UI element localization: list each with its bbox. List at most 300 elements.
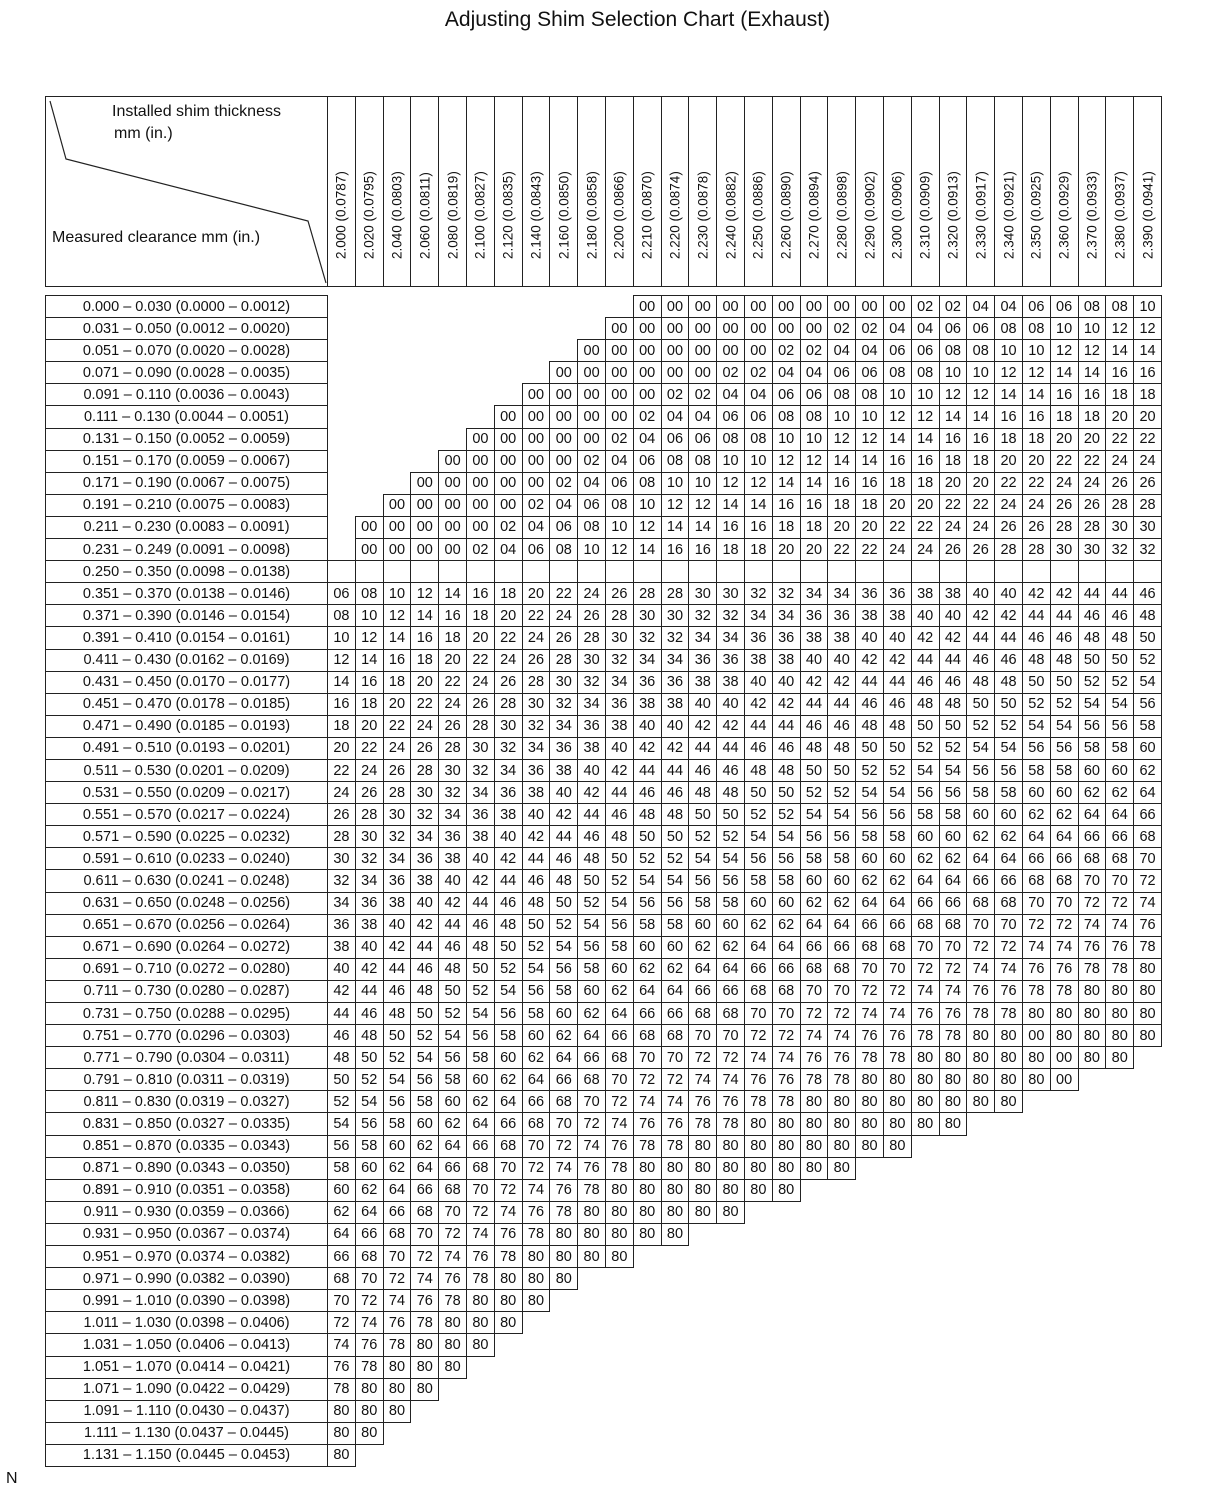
shim-number-cell: 42 bbox=[522, 826, 550, 848]
shim-number-cell: 40 bbox=[911, 605, 939, 627]
shim-number-cell: 00 bbox=[800, 318, 828, 340]
shim-number-cell: 00 bbox=[466, 450, 494, 472]
shim-number-cell: 32 bbox=[328, 870, 356, 892]
shim-number-cell: 16 bbox=[1134, 362, 1162, 384]
clearance-row bbox=[46, 583, 1162, 605]
shim-number-cell: 52 bbox=[1078, 671, 1106, 693]
shim-number-cell: 68 bbox=[578, 1069, 606, 1091]
clearance-range-label: 0.951 – 0.970 (0.0374 – 0.0382) bbox=[46, 1246, 328, 1268]
shim-number-cell: 32 bbox=[744, 583, 772, 605]
shim-number-cell: 20 bbox=[856, 516, 884, 538]
shim-number-cell: 58 bbox=[856, 826, 884, 848]
shim-number-cell: 68 bbox=[744, 980, 772, 1002]
shim-number-cell: 80 bbox=[605, 1223, 633, 1245]
empty-cell bbox=[939, 1201, 967, 1223]
empty-cell bbox=[522, 1400, 550, 1422]
shim-number-cell: 26 bbox=[522, 649, 550, 671]
shim-number-cell: 00 bbox=[439, 472, 467, 494]
shim-number-cell: 18 bbox=[383, 671, 411, 693]
shim-number-cell: 12 bbox=[967, 384, 995, 406]
shim-number-cell: 06 bbox=[633, 450, 661, 472]
shim-number-cell: 20 bbox=[883, 494, 911, 516]
shim-number-cell: 46 bbox=[689, 759, 717, 781]
empty-cell bbox=[772, 1334, 800, 1356]
shim-number-cell: 00 bbox=[439, 539, 467, 561]
shim-number-cell: 72 bbox=[494, 1179, 522, 1201]
shim-number-cell: 72 bbox=[1022, 914, 1050, 936]
shim-number-cell: 62 bbox=[661, 958, 689, 980]
shim-number-cell: 46 bbox=[744, 737, 772, 759]
empty-cell bbox=[883, 1422, 911, 1444]
shim-number-cell: 42 bbox=[439, 892, 467, 914]
shim-number-cell: 40 bbox=[411, 892, 439, 914]
shim-number-cell: 74 bbox=[578, 1135, 606, 1157]
shim-number-cell: 72 bbox=[466, 1201, 494, 1223]
shim-number-cell: 12 bbox=[995, 362, 1023, 384]
shim-number-cell: 70 bbox=[939, 936, 967, 958]
shim-number-cell: 38 bbox=[856, 605, 884, 627]
shim-number-cell: 06 bbox=[1022, 296, 1050, 318]
shim-number-cell: 66 bbox=[1050, 848, 1078, 870]
shim-number-cell: 42 bbox=[578, 782, 606, 804]
thickness-header bbox=[883, 97, 911, 287]
empty-cell bbox=[411, 1422, 439, 1444]
shim-number-cell: 80 bbox=[883, 1069, 911, 1091]
shim-number-cell: 00 bbox=[633, 296, 661, 318]
clearance-row bbox=[46, 759, 1162, 781]
clearance-row bbox=[46, 406, 1162, 428]
empty-cell bbox=[383, 450, 411, 472]
empty-cell bbox=[605, 1334, 633, 1356]
clearance-row bbox=[46, 936, 1162, 958]
empty-cell bbox=[1134, 1157, 1162, 1179]
shim-number-cell: 52 bbox=[939, 737, 967, 759]
empty-cell bbox=[967, 1223, 995, 1245]
clearance-range-label: 0.571 – 0.590 (0.0225 – 0.0232) bbox=[46, 826, 328, 848]
empty-cell bbox=[328, 296, 356, 318]
empty-cell bbox=[1134, 1069, 1162, 1091]
shim-number-cell: 74 bbox=[1134, 892, 1162, 914]
shim-number-cell: 74 bbox=[550, 1157, 578, 1179]
shim-number-cell: 40 bbox=[633, 715, 661, 737]
empty-cell bbox=[1106, 1113, 1134, 1135]
thickness-header bbox=[1078, 97, 1106, 287]
empty-cell bbox=[967, 1334, 995, 1356]
shim-number-cell: 78 bbox=[1078, 958, 1106, 980]
shim-number-cell: 08 bbox=[633, 472, 661, 494]
shim-number-cell: 02 bbox=[744, 362, 772, 384]
shim-number-cell: 66 bbox=[828, 936, 856, 958]
shim-number-cell: 20 bbox=[911, 494, 939, 516]
shim-number-cell: 60 bbox=[717, 914, 745, 936]
shim-number-cell: 00 bbox=[1050, 1069, 1078, 1091]
empty-cell bbox=[772, 1400, 800, 1422]
shim-number-cell: 78 bbox=[772, 1091, 800, 1113]
shim-number-cell: 38 bbox=[800, 627, 828, 649]
shim-number-cell: 42 bbox=[828, 671, 856, 693]
shim-number-cell: 66 bbox=[1078, 826, 1106, 848]
clearance-range-label: 1.031 – 1.050 (0.0406 – 0.0413) bbox=[46, 1334, 328, 1356]
shim-number-cell: 02 bbox=[689, 384, 717, 406]
thickness-label: 2.060 (0.0811) bbox=[417, 172, 433, 259]
empty-cell bbox=[967, 1135, 995, 1157]
shim-number-cell: 50 bbox=[1106, 649, 1134, 671]
shim-number-cell: 78 bbox=[522, 1223, 550, 1245]
shim-number-cell: 74 bbox=[355, 1312, 383, 1334]
shim-number-cell: 78 bbox=[1134, 936, 1162, 958]
shim-number-cell: 74 bbox=[939, 980, 967, 1002]
shim-number-cell: 44 bbox=[883, 671, 911, 693]
shim-number-cell: 80 bbox=[522, 1246, 550, 1268]
shim-number-cell: 24 bbox=[411, 715, 439, 737]
empty-cell bbox=[605, 1444, 633, 1466]
shim-number-cell: 56 bbox=[1134, 693, 1162, 715]
shim-number-cell: 80 bbox=[939, 1069, 967, 1091]
shim-number-cell: 64 bbox=[466, 1113, 494, 1135]
shim-number-cell: 40 bbox=[550, 782, 578, 804]
shim-number-cell: 30 bbox=[1106, 516, 1134, 538]
shim-number-cell: 08 bbox=[1022, 318, 1050, 340]
shim-number-cell: 76 bbox=[1022, 958, 1050, 980]
empty-cell bbox=[494, 561, 522, 583]
shim-number-cell: 60 bbox=[1134, 737, 1162, 759]
empty-cell bbox=[772, 561, 800, 583]
shim-number-cell: 80 bbox=[744, 1179, 772, 1201]
shim-number-cell: 52 bbox=[605, 870, 633, 892]
empty-cell bbox=[717, 561, 745, 583]
shim-number-cell: 60 bbox=[939, 826, 967, 848]
clearance-range-label: 0.231 – 0.249 (0.0091 – 0.0098) bbox=[46, 539, 328, 561]
shim-number-cell: 80 bbox=[995, 1047, 1023, 1069]
shim-number-cell: 58 bbox=[800, 848, 828, 870]
shim-number-cell: 44 bbox=[800, 693, 828, 715]
shim-number-cell: 36 bbox=[661, 671, 689, 693]
empty-cell bbox=[856, 1268, 884, 1290]
shim-number-cell: 62 bbox=[550, 1025, 578, 1047]
empty-cell bbox=[1078, 1201, 1106, 1223]
shim-number-cell: 64 bbox=[967, 848, 995, 870]
shim-number-cell: 34 bbox=[550, 715, 578, 737]
clearance-row bbox=[46, 1069, 1162, 1091]
empty-cell bbox=[1022, 1179, 1050, 1201]
shim-number-cell: 22 bbox=[1050, 450, 1078, 472]
shim-number-cell: 80 bbox=[967, 1091, 995, 1113]
shim-number-cell: 78 bbox=[800, 1069, 828, 1091]
empty-cell bbox=[856, 1356, 884, 1378]
shim-number-cell: 50 bbox=[1050, 671, 1078, 693]
shim-number-cell: 12 bbox=[800, 450, 828, 472]
shim-number-cell: 56 bbox=[800, 826, 828, 848]
shim-number-cell: 30 bbox=[1050, 539, 1078, 561]
empty-cell bbox=[744, 1334, 772, 1356]
shim-number-cell: 36 bbox=[383, 870, 411, 892]
shim-number-cell: 48 bbox=[494, 914, 522, 936]
empty-cell bbox=[411, 384, 439, 406]
clearance-range-label: 0.131 – 0.150 (0.0052 – 0.0059) bbox=[46, 428, 328, 450]
shim-number-cell: 26 bbox=[1078, 494, 1106, 516]
shim-number-cell: 34 bbox=[466, 782, 494, 804]
empty-cell bbox=[772, 1422, 800, 1444]
shim-number-cell: 00 bbox=[633, 362, 661, 384]
shim-number-cell: 80 bbox=[911, 1113, 939, 1135]
shim-number-cell: 78 bbox=[494, 1246, 522, 1268]
thickness-label: 2.270 (0.0894) bbox=[806, 171, 822, 259]
empty-cell bbox=[911, 1246, 939, 1268]
shim-number-cell: 20 bbox=[939, 472, 967, 494]
shim-number-cell: 52 bbox=[883, 759, 911, 781]
shim-number-cell: 52 bbox=[828, 782, 856, 804]
shim-selection-table bbox=[45, 96, 1162, 1467]
empty-cell bbox=[328, 561, 356, 583]
shim-number-cell: 54 bbox=[744, 826, 772, 848]
empty-cell bbox=[1106, 1378, 1134, 1400]
empty-cell bbox=[1022, 561, 1050, 583]
shim-number-cell: 60 bbox=[633, 936, 661, 958]
empty-cell bbox=[772, 1444, 800, 1466]
shim-number-cell: 38 bbox=[522, 782, 550, 804]
shim-number-cell: 72 bbox=[800, 1003, 828, 1025]
shim-number-cell: 08 bbox=[578, 516, 606, 538]
shim-number-cell: 04 bbox=[633, 428, 661, 450]
shim-number-cell: 22 bbox=[411, 693, 439, 715]
shim-number-cell: 40 bbox=[995, 583, 1023, 605]
thickness-header bbox=[1050, 97, 1078, 287]
shim-number-cell: 30 bbox=[578, 649, 606, 671]
empty-cell bbox=[717, 1268, 745, 1290]
shim-number-cell: 56 bbox=[1022, 737, 1050, 759]
empty-cell bbox=[939, 1246, 967, 1268]
empty-cell bbox=[828, 1422, 856, 1444]
shim-number-cell: 50 bbox=[939, 715, 967, 737]
shim-number-cell: 62 bbox=[744, 914, 772, 936]
empty-cell bbox=[828, 1290, 856, 1312]
shim-number-cell: 44 bbox=[355, 980, 383, 1002]
shim-number-cell: 72 bbox=[772, 1025, 800, 1047]
empty-cell bbox=[856, 1400, 884, 1422]
empty-cell bbox=[383, 296, 411, 318]
shim-number-cell: 42 bbox=[967, 605, 995, 627]
shim-number-cell: 52 bbox=[689, 826, 717, 848]
shim-number-cell: 34 bbox=[383, 848, 411, 870]
empty-cell bbox=[967, 1312, 995, 1334]
empty-cell bbox=[995, 1422, 1023, 1444]
shim-number-cell: 74 bbox=[1106, 914, 1134, 936]
shim-number-cell: 76 bbox=[744, 1069, 772, 1091]
shim-number-cell: 62 bbox=[689, 936, 717, 958]
empty-cell bbox=[383, 1444, 411, 1466]
empty-cell bbox=[744, 1223, 772, 1245]
shim-number-cell: 26 bbox=[411, 737, 439, 759]
shim-number-cell: 48 bbox=[605, 826, 633, 848]
shim-number-cell: 60 bbox=[411, 1113, 439, 1135]
shim-number-cell: 70 bbox=[1134, 848, 1162, 870]
shim-number-cell: 62 bbox=[522, 1047, 550, 1069]
shim-number-cell: 10 bbox=[605, 516, 633, 538]
empty-cell bbox=[605, 296, 633, 318]
shim-number-cell: 20 bbox=[494, 605, 522, 627]
shim-number-cell: 36 bbox=[328, 914, 356, 936]
empty-cell bbox=[578, 1356, 606, 1378]
empty-cell bbox=[1106, 1246, 1134, 1268]
shim-number-cell: 62 bbox=[633, 958, 661, 980]
empty-cell bbox=[1078, 1290, 1106, 1312]
shim-number-cell: 68 bbox=[522, 1113, 550, 1135]
clearance-row bbox=[46, 1201, 1162, 1223]
shim-number-cell: 80 bbox=[967, 1047, 995, 1069]
shim-number-cell: 80 bbox=[633, 1223, 661, 1245]
shim-number-cell: 10 bbox=[1134, 296, 1162, 318]
shim-number-cell: 04 bbox=[717, 384, 745, 406]
empty-cell bbox=[883, 1444, 911, 1466]
shim-number-cell: 62 bbox=[411, 1135, 439, 1157]
shim-number-cell: 62 bbox=[939, 848, 967, 870]
shim-number-cell: 64 bbox=[355, 1201, 383, 1223]
empty-cell bbox=[522, 340, 550, 362]
shim-number-cell: 58 bbox=[661, 914, 689, 936]
shim-number-cell: 32 bbox=[411, 804, 439, 826]
empty-cell bbox=[939, 1312, 967, 1334]
empty-cell bbox=[967, 1290, 995, 1312]
clearance-range-label: 1.071 – 1.090 (0.0422 – 0.0429) bbox=[46, 1378, 328, 1400]
empty-cell bbox=[550, 1444, 578, 1466]
shim-number-cell: 70 bbox=[689, 1025, 717, 1047]
shim-number-cell: 44 bbox=[328, 1003, 356, 1025]
shim-number-cell: 62 bbox=[911, 848, 939, 870]
shim-number-cell: 68 bbox=[1106, 848, 1134, 870]
empty-cell bbox=[383, 428, 411, 450]
shim-number-cell: 44 bbox=[633, 759, 661, 781]
shim-number-cell: 00 bbox=[689, 296, 717, 318]
empty-cell bbox=[911, 1356, 939, 1378]
shim-number-cell: 80 bbox=[633, 1179, 661, 1201]
shim-number-cell: 10 bbox=[689, 472, 717, 494]
shim-number-cell: 80 bbox=[995, 1025, 1023, 1047]
empty-cell bbox=[828, 1179, 856, 1201]
shim-number-cell: 70 bbox=[1106, 870, 1134, 892]
shim-number-cell: 72 bbox=[828, 1003, 856, 1025]
shim-number-cell: 00 bbox=[800, 296, 828, 318]
shim-number-cell: 64 bbox=[383, 1179, 411, 1201]
empty-cell bbox=[522, 362, 550, 384]
empty-cell bbox=[1078, 1223, 1106, 1245]
header-gap bbox=[46, 287, 1162, 296]
shim-number-cell: 34 bbox=[605, 671, 633, 693]
empty-cell bbox=[578, 1290, 606, 1312]
shim-number-cell: 68 bbox=[355, 1246, 383, 1268]
empty-cell bbox=[995, 1312, 1023, 1334]
shim-number-cell: 24 bbox=[1050, 472, 1078, 494]
shim-number-cell: 18 bbox=[1134, 384, 1162, 406]
empty-cell bbox=[1078, 1157, 1106, 1179]
shim-number-cell: 74 bbox=[1050, 936, 1078, 958]
empty-cell bbox=[939, 1444, 967, 1466]
shim-number-cell: 80 bbox=[883, 1113, 911, 1135]
shim-number-cell: 40 bbox=[328, 958, 356, 980]
shim-number-cell: 80 bbox=[800, 1091, 828, 1113]
shim-number-cell: 40 bbox=[717, 693, 745, 715]
clearance-row bbox=[46, 914, 1162, 936]
empty-cell bbox=[411, 1400, 439, 1422]
empty-cell bbox=[800, 1334, 828, 1356]
shim-number-cell: 24 bbox=[883, 539, 911, 561]
shim-number-cell: 74 bbox=[883, 1003, 911, 1025]
shim-number-cell: 14 bbox=[1078, 362, 1106, 384]
shim-number-cell: 42 bbox=[744, 693, 772, 715]
empty-cell bbox=[800, 1201, 828, 1223]
shim-number-cell: 80 bbox=[1022, 1003, 1050, 1025]
shim-number-cell: 02 bbox=[911, 296, 939, 318]
empty-cell bbox=[661, 1246, 689, 1268]
thickness-label: 2.240 (0.0882) bbox=[723, 171, 739, 259]
shim-number-cell: 08 bbox=[911, 362, 939, 384]
empty-cell bbox=[1022, 1135, 1050, 1157]
shim-number-cell: 68 bbox=[633, 1025, 661, 1047]
shim-number-cell: 00 bbox=[439, 516, 467, 538]
shim-number-cell: 70 bbox=[411, 1223, 439, 1245]
shim-number-cell: 80 bbox=[800, 1135, 828, 1157]
shim-number-cell: 60 bbox=[856, 848, 884, 870]
shim-number-cell: 34 bbox=[772, 605, 800, 627]
empty-cell bbox=[1022, 1400, 1050, 1422]
shim-number-cell: 16 bbox=[383, 649, 411, 671]
empty-cell bbox=[383, 472, 411, 494]
empty-cell bbox=[995, 1334, 1023, 1356]
shim-number-cell: 46 bbox=[1134, 583, 1162, 605]
shim-number-cell: 36 bbox=[800, 605, 828, 627]
empty-cell bbox=[911, 1312, 939, 1334]
shim-number-cell: 00 bbox=[411, 472, 439, 494]
shim-number-cell: 44 bbox=[717, 737, 745, 759]
shim-number-cell: 66 bbox=[550, 1069, 578, 1091]
shim-number-cell: 80 bbox=[411, 1356, 439, 1378]
shim-number-cell: 78 bbox=[939, 1025, 967, 1047]
shim-number-cell: 18 bbox=[1022, 428, 1050, 450]
shim-number-cell: 70 bbox=[911, 936, 939, 958]
shim-number-cell: 64 bbox=[411, 1157, 439, 1179]
shim-number-cell: 00 bbox=[466, 472, 494, 494]
shim-number-cell: 44 bbox=[911, 649, 939, 671]
shim-number-cell: 64 bbox=[1134, 782, 1162, 804]
empty-cell bbox=[522, 1334, 550, 1356]
shim-number-cell: 44 bbox=[744, 715, 772, 737]
shim-number-cell: 72 bbox=[689, 1047, 717, 1069]
shim-number-cell: 54 bbox=[772, 826, 800, 848]
shim-number-cell: 50 bbox=[578, 870, 606, 892]
shim-number-cell: 52 bbox=[578, 892, 606, 914]
shim-number-cell: 12 bbox=[939, 384, 967, 406]
shim-number-cell: 18 bbox=[828, 494, 856, 516]
shim-number-cell: 62 bbox=[355, 1179, 383, 1201]
empty-cell bbox=[717, 1246, 745, 1268]
shim-number-cell: 04 bbox=[550, 494, 578, 516]
empty-cell bbox=[911, 1179, 939, 1201]
shim-number-cell: 70 bbox=[717, 1025, 745, 1047]
shim-number-cell: 70 bbox=[522, 1135, 550, 1157]
shim-number-cell: 52 bbox=[717, 826, 745, 848]
clearance-row bbox=[46, 450, 1162, 472]
shim-number-cell: 74 bbox=[772, 1047, 800, 1069]
clearance-range-label: 0.051 – 0.070 (0.0020 – 0.0028) bbox=[46, 340, 328, 362]
clearance-row bbox=[46, 1246, 1162, 1268]
shim-number-cell: 46 bbox=[1022, 627, 1050, 649]
empty-cell bbox=[689, 1356, 717, 1378]
shim-number-cell: 50 bbox=[1134, 627, 1162, 649]
shim-number-cell: 78 bbox=[1050, 980, 1078, 1002]
thickness-header bbox=[355, 97, 383, 287]
shim-number-cell: 16 bbox=[355, 671, 383, 693]
shim-number-cell: 00 bbox=[439, 450, 467, 472]
shim-number-cell: 44 bbox=[522, 848, 550, 870]
